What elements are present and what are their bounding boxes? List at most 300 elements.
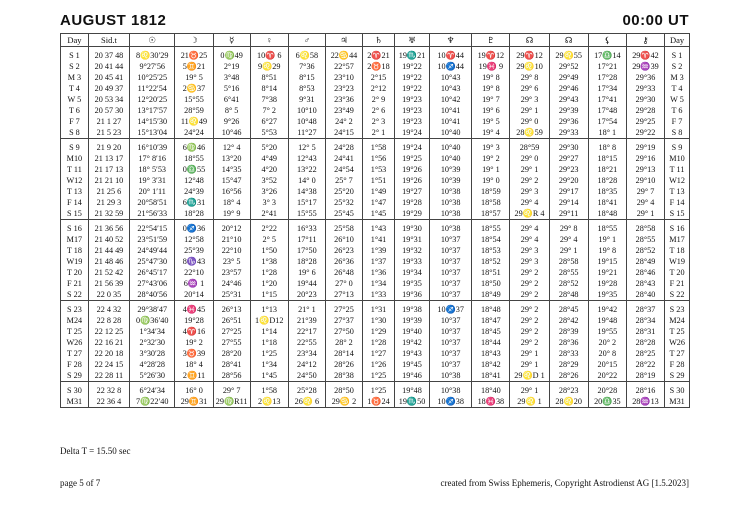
table-cell: 18° 5′53 bbox=[130, 164, 175, 175]
table-cell: 29♍R11 bbox=[213, 396, 250, 408]
table-cell: 29°14 bbox=[549, 197, 588, 208]
table-cell: 10°37 bbox=[430, 267, 472, 278]
table-cell: 29°30 bbox=[626, 94, 664, 105]
table-cell: 10°38 bbox=[430, 370, 472, 382]
table-cell: W12 bbox=[665, 175, 690, 186]
table-cell: 1°31 bbox=[363, 301, 395, 316]
table-cell: 29°11 bbox=[549, 208, 588, 220]
table-cell: 19° 3′31 bbox=[130, 175, 175, 186]
table-cell: 20 49 37 bbox=[88, 83, 129, 94]
table-cell: 29♈12 bbox=[510, 47, 549, 62]
table-cell: 26°36 bbox=[325, 256, 362, 267]
table-cell: 22 0 35 bbox=[88, 289, 129, 301]
table-cell: 21 9 20 bbox=[88, 139, 129, 154]
column-header: Day bbox=[665, 34, 690, 47]
table-cell: 19°34 bbox=[394, 267, 429, 278]
table-cell: 18°35 bbox=[588, 186, 626, 197]
table-cell: 29° 2 bbox=[510, 326, 549, 337]
table-cell: 19° 1 bbox=[588, 234, 626, 245]
table-cell: 1°20 bbox=[250, 278, 288, 289]
table-cell: 19°29 bbox=[394, 208, 429, 220]
table-cell: F 7 bbox=[61, 116, 89, 127]
table-cell: 18° 4 bbox=[213, 197, 250, 208]
column-header: ♇ bbox=[472, 34, 510, 47]
column-header: Day bbox=[61, 34, 89, 47]
table-cell: 3°30′28 bbox=[130, 348, 175, 359]
table-cell: 10°37 bbox=[430, 337, 472, 348]
table-cell: 19°27 bbox=[394, 186, 429, 197]
table-cell: F 14 bbox=[665, 197, 690, 208]
table-cell: 24°54 bbox=[325, 164, 362, 175]
table-cell: 20 57 30 bbox=[88, 105, 129, 116]
table-cell: 19° 3 bbox=[472, 139, 510, 154]
table-cell: 28°52 bbox=[549, 278, 588, 289]
table-cell: 29° 1 bbox=[510, 382, 549, 397]
column-header: ☿ bbox=[213, 34, 250, 47]
table-cell: 10°37 bbox=[430, 359, 472, 370]
table-row bbox=[61, 61, 690, 72]
table-row bbox=[61, 245, 690, 256]
table-cell: 29♋ 2 bbox=[325, 396, 362, 408]
table-cell: 10°40 bbox=[430, 139, 472, 154]
table-cell: S 16 bbox=[61, 220, 89, 235]
table-cell: 27°43′06 bbox=[130, 278, 175, 289]
table-cell: 29° 1 bbox=[549, 245, 588, 256]
table-cell: 2°19 bbox=[213, 61, 250, 72]
table-cell: F 28 bbox=[665, 359, 690, 370]
table-cell: 18°28 bbox=[175, 208, 213, 220]
table-cell: 15°55 bbox=[175, 94, 213, 105]
table-cell: W26 bbox=[61, 337, 89, 348]
table-cell: 8♌30′29 bbox=[130, 47, 175, 62]
table-cell: 1°38 bbox=[250, 256, 288, 267]
table-cell: 4♈16 bbox=[175, 326, 213, 337]
table-cell: 27° 0 bbox=[325, 278, 362, 289]
column-header: ♀ bbox=[250, 34, 288, 47]
table-cell: 1°28 bbox=[363, 337, 395, 348]
table-cell: 29°20 bbox=[549, 175, 588, 186]
table-cell: 24°12 bbox=[288, 359, 325, 370]
table-cell: 23°49 bbox=[325, 105, 362, 116]
table-cell: 29♌55 bbox=[549, 47, 588, 62]
table-cell: 10°37 bbox=[430, 289, 472, 301]
table-cell: 29♌D 1 bbox=[510, 370, 549, 382]
table-cell: 20 41 44 bbox=[88, 61, 129, 72]
table-cell: 4°20 bbox=[250, 164, 288, 175]
table-cell: 28°25 bbox=[626, 348, 664, 359]
table-cell: 29° 6 bbox=[510, 83, 549, 94]
table-cell: 29° 0 bbox=[510, 116, 549, 127]
table-cell: 22 32 8 bbox=[88, 382, 129, 397]
table-cell: 25°39 bbox=[175, 245, 213, 256]
table-cell: 10°39 bbox=[430, 175, 472, 186]
table-cell: W12 bbox=[61, 175, 89, 186]
table-cell: 6♒ 1 bbox=[175, 278, 213, 289]
column-header: ♄ bbox=[363, 34, 395, 47]
table-cell: 29° 4 bbox=[549, 234, 588, 245]
table-cell: 2♋37 bbox=[175, 83, 213, 94]
table-cell: 2° 3 bbox=[363, 116, 395, 127]
table-cell: 1°27 bbox=[363, 348, 395, 359]
table-cell: 16° 0 bbox=[175, 382, 213, 397]
table-cell: 19° 4 bbox=[472, 127, 510, 139]
table-cell: 25°28 bbox=[288, 382, 325, 397]
table-cell: 1°15 bbox=[250, 289, 288, 301]
table-cell: 28°46 bbox=[626, 267, 664, 278]
table-cell: 28°50 bbox=[325, 382, 362, 397]
table-cell: 21 13 17 bbox=[88, 153, 129, 164]
table-row bbox=[61, 72, 690, 83]
table-cell: 19°22 bbox=[394, 83, 429, 94]
table-cell: 23°36 bbox=[325, 94, 362, 105]
table-cell: 27°13 bbox=[325, 289, 362, 301]
table-cell: 16°56 bbox=[213, 186, 250, 197]
table-cell: 6°27 bbox=[250, 116, 288, 127]
table-cell: S 8 bbox=[665, 127, 690, 139]
table-cell: 7°36 bbox=[288, 61, 325, 72]
table-cell: 25°47′30 bbox=[130, 256, 175, 267]
table-cell: S 2 bbox=[665, 61, 690, 72]
table-cell: S 15 bbox=[665, 208, 690, 220]
table-cell: 1°18 bbox=[250, 337, 288, 348]
table-cell: 2° 1 bbox=[363, 127, 395, 139]
table-cell: 24°15 bbox=[325, 127, 362, 139]
table-cell: 28°34 bbox=[626, 315, 664, 326]
table-row bbox=[61, 127, 690, 139]
table-cell: 29° 3 bbox=[510, 186, 549, 197]
table-row bbox=[61, 256, 690, 267]
table-cell: 1°28 bbox=[250, 267, 288, 278]
table-cell: 1°41 bbox=[363, 234, 395, 245]
table-cell: 10°41 bbox=[430, 116, 472, 127]
table-row bbox=[61, 220, 690, 235]
table-cell: 29° 2 bbox=[510, 175, 549, 186]
table-cell: 4♓45 bbox=[175, 301, 213, 316]
table-cell: 12°43 bbox=[288, 153, 325, 164]
table-cell: 18°48 bbox=[588, 208, 626, 220]
table-row bbox=[61, 289, 690, 301]
table-cell: 12°48 bbox=[175, 175, 213, 186]
table-cell: 28°49 bbox=[626, 256, 664, 267]
table-cell: 11°22′54 bbox=[130, 83, 175, 94]
table-cell: 20°12 bbox=[213, 220, 250, 235]
table-cell: 20° 2 bbox=[588, 337, 626, 348]
table-cell: 22 36 4 bbox=[88, 396, 129, 408]
table-cell: 29♌10 bbox=[510, 61, 549, 72]
table-row bbox=[61, 139, 690, 154]
table-cell: 28♌20 bbox=[549, 396, 588, 408]
table-cell: 20 37 48 bbox=[88, 47, 129, 62]
table-cell: S 22 bbox=[61, 289, 89, 301]
table-cell: 19°15 bbox=[588, 256, 626, 267]
table-cell: 2° 5 bbox=[250, 234, 288, 245]
table-cell: 17° 8′16 bbox=[130, 153, 175, 164]
table-cell: 29° 1 bbox=[510, 348, 549, 359]
table-cell: 25°20 bbox=[325, 186, 362, 197]
table-cell: 19°23 bbox=[394, 116, 429, 127]
table-row bbox=[61, 359, 690, 370]
table-cell: 29°16 bbox=[626, 153, 664, 164]
table-cell: 13°22 bbox=[288, 164, 325, 175]
table-cell: 29° 2 bbox=[510, 337, 549, 348]
table-cell: 10♐44 bbox=[430, 61, 472, 72]
table-cell: 1♌D12 bbox=[250, 315, 288, 326]
table-cell: 29♊31 bbox=[175, 396, 213, 408]
table-cell: 19°40 bbox=[394, 326, 429, 337]
table-cell: 25° 7 bbox=[325, 175, 362, 186]
table-cell: 29° 2 bbox=[510, 289, 549, 301]
table-cell: 29° 8 bbox=[549, 220, 588, 235]
table-cell: W 5 bbox=[665, 94, 690, 105]
table-cell: S 15 bbox=[61, 208, 89, 220]
table-cell: 29° 4 bbox=[510, 220, 549, 235]
table-cell: 28♒13 bbox=[626, 396, 664, 408]
table-cell: 29°27 bbox=[549, 153, 588, 164]
table-cell: 18°15 bbox=[588, 153, 626, 164]
table-cell: 28°20 bbox=[213, 348, 250, 359]
table-cell: 17°50 bbox=[288, 245, 325, 256]
table-cell: 19°36 bbox=[394, 289, 429, 301]
table-cell: 14°38 bbox=[288, 186, 325, 197]
table-cell: 19°42 bbox=[588, 301, 626, 316]
table-cell: W26 bbox=[665, 337, 690, 348]
table-cell: 29° 3 bbox=[510, 94, 549, 105]
table-cell: 25°58 bbox=[325, 220, 362, 235]
table-cell: 28°55 bbox=[549, 267, 588, 278]
table-cell: 2♌13 bbox=[250, 396, 288, 408]
table-cell: 20°22 bbox=[588, 370, 626, 382]
table-cell: 28°36 bbox=[549, 337, 588, 348]
table-cell: 19°55 bbox=[588, 326, 626, 337]
table-cell: F 14 bbox=[61, 197, 89, 208]
table-cell: 13°20 bbox=[213, 153, 250, 164]
table-cell: 18°42 bbox=[472, 359, 510, 370]
table-cell: 17°41 bbox=[588, 94, 626, 105]
table-cell: 20 53 34 bbox=[88, 94, 129, 105]
table-cell: 6♌58 bbox=[288, 47, 325, 62]
table-row bbox=[61, 326, 690, 337]
table-cell: 29° 2 bbox=[510, 301, 549, 316]
table-cell: 25°31 bbox=[213, 289, 250, 301]
table-cell: 3°52 bbox=[250, 175, 288, 186]
table-cell: 6♍46 bbox=[175, 139, 213, 154]
table-cell: 22°55 bbox=[288, 337, 325, 348]
table-cell: 28°37 bbox=[626, 301, 664, 316]
table-cell: 3♉39 bbox=[175, 348, 213, 359]
table-cell: 26°48 bbox=[325, 267, 362, 278]
table-cell: 21 21 10 bbox=[88, 175, 129, 186]
table-cell: 28°16 bbox=[626, 382, 664, 397]
column-header: ⚷ bbox=[626, 34, 664, 47]
table-cell: 27°25 bbox=[325, 301, 362, 316]
table-cell: S 9 bbox=[665, 139, 690, 154]
table-cell: 19° 5 bbox=[472, 116, 510, 127]
table-cell: 29°25 bbox=[626, 116, 664, 127]
table-cell: 18°58 bbox=[472, 197, 510, 208]
table-row bbox=[61, 164, 690, 175]
table-cell: 10°40 bbox=[430, 153, 472, 164]
table-cell: 29°36 bbox=[549, 116, 588, 127]
column-header: ♆ bbox=[430, 34, 472, 47]
table-cell: 29°23 bbox=[549, 164, 588, 175]
table-cell: 0♍49 bbox=[213, 47, 250, 62]
table-cell: T 25 bbox=[665, 326, 690, 337]
table-row bbox=[61, 208, 690, 220]
table-cell: 19°28 bbox=[175, 315, 213, 326]
table-cell: 21°10 bbox=[213, 234, 250, 245]
table-cell: 4°28′28 bbox=[130, 359, 175, 370]
table-cell: 19° 7 bbox=[472, 94, 510, 105]
table-cell: 10°37 bbox=[430, 348, 472, 359]
table-cell: 19°30 bbox=[394, 220, 429, 235]
table-cell: 18°45 bbox=[472, 326, 510, 337]
table-cell: S 29 bbox=[665, 370, 690, 382]
table-cell: 25°45 bbox=[325, 208, 362, 220]
table-cell: 29° 3 bbox=[510, 245, 549, 256]
table-cell: 1°34′34 bbox=[130, 326, 175, 337]
table-cell: 24°49′44 bbox=[130, 245, 175, 256]
table-cell: S 30 bbox=[665, 382, 690, 397]
table-cell: 18°21 bbox=[588, 164, 626, 175]
table-cell: 23°51′59 bbox=[130, 234, 175, 245]
table-cell: 19°22 bbox=[394, 72, 429, 83]
table-cell: T 20 bbox=[665, 267, 690, 278]
table-cell: 23°57 bbox=[213, 267, 250, 278]
table-cell: 22 24 15 bbox=[88, 359, 129, 370]
table-cell: 18°41 bbox=[588, 197, 626, 208]
table-cell: 19° 8 bbox=[588, 245, 626, 256]
table-row bbox=[61, 94, 690, 105]
table-cell: S 22 bbox=[665, 289, 690, 301]
table-cell: 17♎14 bbox=[588, 47, 626, 62]
table-cell: F 28 bbox=[61, 359, 89, 370]
table-cell: 19°35 bbox=[588, 289, 626, 301]
table-cell: 23°34 bbox=[288, 348, 325, 359]
table-cell: 1°25 bbox=[363, 370, 395, 382]
table-cell: T 6 bbox=[61, 105, 89, 116]
table-cell: 16°10′39 bbox=[130, 139, 175, 154]
table-cell: 12° 4 bbox=[213, 139, 250, 154]
table-cell: 10°38 bbox=[430, 208, 472, 220]
table-cell: T 13 bbox=[665, 186, 690, 197]
column-header: ☽ bbox=[175, 34, 213, 47]
table-cell: 20 45 41 bbox=[88, 72, 129, 83]
table-cell: T 13 bbox=[61, 186, 89, 197]
table-cell: 28°45 bbox=[549, 301, 588, 316]
table-cell: 17°28 bbox=[588, 72, 626, 83]
column-header: ☊ bbox=[510, 34, 549, 47]
table-cell: 10°38 bbox=[430, 197, 472, 208]
table-cell: 19°45 bbox=[394, 359, 429, 370]
table-cell: 21° 1 bbox=[288, 301, 325, 316]
table-cell: 28°59 bbox=[510, 139, 549, 154]
table-cell: 28°29 bbox=[549, 359, 588, 370]
table-cell: 29° 4 bbox=[510, 197, 549, 208]
table-cell: 28°43 bbox=[626, 278, 664, 289]
table-cell: 22 20 18 bbox=[88, 348, 129, 359]
column-header: Sid.t bbox=[88, 34, 129, 47]
table-cell: 10°38 bbox=[430, 220, 472, 235]
table-cell: 17°48 bbox=[588, 105, 626, 116]
table-cell: 7° 2 bbox=[250, 105, 288, 116]
table-cell: 20°23 bbox=[288, 289, 325, 301]
table-cell: M10 bbox=[61, 153, 89, 164]
page-number: page 5 of 7 bbox=[60, 478, 101, 488]
table-cell: 21 29 3 bbox=[88, 197, 129, 208]
table-row bbox=[61, 301, 690, 316]
table-cell: 9°27′56 bbox=[130, 61, 175, 72]
table-cell: M 3 bbox=[61, 72, 89, 83]
table-cell: 2♊11 bbox=[175, 370, 213, 382]
table-cell: 18°28 bbox=[288, 256, 325, 267]
table-cell: 18♓38 bbox=[472, 396, 510, 408]
table-cell: T 11 bbox=[665, 164, 690, 175]
table-cell: 28♌59 bbox=[510, 127, 549, 139]
table-cell: 19° 6 bbox=[472, 105, 510, 116]
table-cell: 19°38 bbox=[394, 301, 429, 316]
table-cell: 18°43 bbox=[472, 348, 510, 359]
table-cell: 28°31 bbox=[626, 326, 664, 337]
table-cell: 1°58 bbox=[250, 382, 288, 397]
table-cell: 19°42 bbox=[394, 337, 429, 348]
table-cell: 10°39 bbox=[430, 164, 472, 175]
table-cell: 19°39 bbox=[394, 315, 429, 326]
table-cell: 28°41 bbox=[213, 359, 250, 370]
table-cell: S 29 bbox=[61, 370, 89, 382]
table-cell: T 25 bbox=[61, 326, 89, 337]
table-cell: 22 16 21 bbox=[88, 337, 129, 348]
column-header: ⚸ bbox=[588, 34, 626, 47]
table-cell: 2°41 bbox=[250, 208, 288, 220]
table-cell: 21 36 56 bbox=[88, 220, 129, 235]
table-cell: 29°10 bbox=[626, 175, 664, 186]
table-cell: 9°31 bbox=[288, 94, 325, 105]
table-cell: 18°51 bbox=[472, 267, 510, 278]
table-cell: 19° 2 bbox=[175, 337, 213, 348]
table-cell: 10°37 bbox=[430, 245, 472, 256]
table-cell: 10°38 bbox=[430, 382, 472, 397]
table-cell: 10°37 bbox=[430, 326, 472, 337]
table-cell: 28°23 bbox=[549, 382, 588, 397]
table-cell: 29°49 bbox=[549, 72, 588, 83]
table-cell: 19♏21 bbox=[394, 47, 429, 62]
table-cell: 19°48 bbox=[394, 382, 429, 397]
table-cell: 1°33 bbox=[363, 289, 395, 301]
table-cell: 18°49 bbox=[472, 289, 510, 301]
table-cell: T 27 bbox=[61, 348, 89, 359]
table-cell: 28°55 bbox=[626, 234, 664, 245]
table-cell: 27°37 bbox=[325, 315, 362, 326]
table-cell: S 8 bbox=[61, 127, 89, 139]
table-cell: 28°19 bbox=[626, 370, 664, 382]
table-cell: 16°33 bbox=[288, 220, 325, 235]
table-cell: 28°26 bbox=[325, 359, 362, 370]
table-cell: 1°39 bbox=[363, 245, 395, 256]
table-cell: 28°58 bbox=[626, 220, 664, 235]
table-cell: 29° 7 bbox=[213, 382, 250, 397]
table-cell: 28°42 bbox=[549, 315, 588, 326]
table-cell: 29° 2 bbox=[510, 278, 549, 289]
table-cell: 1°50 bbox=[250, 245, 288, 256]
table-cell: 2°12 bbox=[363, 83, 395, 94]
table-cell: 29° 1 bbox=[626, 208, 664, 220]
table-cell: 1°25 bbox=[363, 382, 395, 397]
table-cell: 21♉25 bbox=[175, 47, 213, 62]
table-cell: 19°28 bbox=[394, 197, 429, 208]
table-cell: 19°28 bbox=[588, 278, 626, 289]
table-row bbox=[61, 278, 690, 289]
table-row bbox=[61, 396, 690, 408]
